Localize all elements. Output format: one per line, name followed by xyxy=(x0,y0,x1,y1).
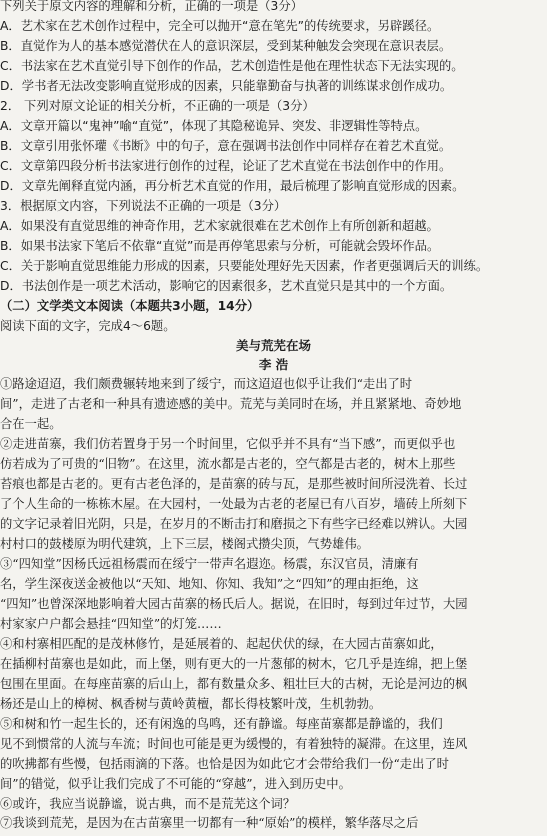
q1-option-d: D．学书者无法改变影响直觉形成的因素，只能靠勤奋与执著的训练谋求创作成功。 xyxy=(0,79,453,93)
q2-option-b: B．文章引用张怀瓘《书断》中的句子，意在强调书法创作中同样存在着艺术直觉。 xyxy=(0,139,452,153)
section-heading: （二）文学类文本阅读（本题共3小题，14分） xyxy=(0,299,260,313)
article-line: 间”的错觉，似乎让我们完成了不可能的“穿越”，进入到历史中。 xyxy=(0,777,351,791)
article-author: 李 浩 xyxy=(258,357,289,372)
q1-option-c: C．书法家在艺术直觉引导下创作的作品，艺术创造性是他在理性状态下无法实现的。 xyxy=(0,59,464,73)
article-line: 名，学生深夜送金被他以“天知、地知、你知、我知”之“四知”的理由拒绝，这 xyxy=(0,577,419,591)
article-title: 美与荒芜在场 xyxy=(235,338,311,353)
article-line: ⑤和树和竹一起生长的，还有闲逸的鸟鸣，还有静谧。每座苗寨都是静谧的，我们 xyxy=(0,717,443,731)
article-line: ④和村寨相匹配的是茂林修竹，是延展着的、起起伏伏的绿，在大园古苗寨如此， xyxy=(0,637,443,651)
q1-stem: 下列关于原文内容的理解和分析，正确的一项是（3分） xyxy=(0,0,303,13)
article-line: ⑦我谈到荒芜，是因为在古苗寨里一切都有一种“原始”的模样，繁华落尽之后 xyxy=(0,816,419,830)
article-line: ③“四知堂”因杨氏远祖杨震而在绥宁一带声名遐迩。杨震，东汉官员，清廉有 xyxy=(0,557,419,571)
q3-option-b: B．如果书法家下笔后不依靠“直觉”而是再停笔思索与分析，可能就会毁坏作品。 xyxy=(0,239,440,253)
article-line: 村家家户户都会悬挂“四知堂”的灯笼…… xyxy=(0,617,222,631)
article-line: 杨还是山上的樟树、枫香树与黄岭黄檀，都长得枝繁叶茂，生机勃勃。 xyxy=(0,697,382,711)
article-line: 村村口的鼓楼原为明代建筑，上下三层，楼阁式攒尖顶，气势雄伟。 xyxy=(0,537,369,551)
article-line: 了个人生命的一栋栋木屋。在大园村，一处最为古老的老屋已有八百岁，墙砖上所刻下 xyxy=(0,497,468,511)
q2-stem: 2． 下列对原文论证的相关分析，不正确的一项是（3分） xyxy=(0,99,315,113)
article-line: 苔痕也都是古老的。更有古老色泽的，是苗寨的砖与瓦，是那些被时间所浸洗着、长过 xyxy=(0,477,468,491)
article-line: 仿若成为了可贵的“旧物”。在这里，流水都是古老的，空气都是古老的，树木上那些 xyxy=(0,457,456,471)
q1-option-b: B．直觉作为人的基本感觉潜伏在人的意识深层，受到某种触发会突现在意识表层。 xyxy=(0,39,452,53)
q3-option-c: C．关于影响直觉思维能力形成的因素，只要能处理好先天因素，作者更强调后天的训练。 xyxy=(0,259,489,273)
article-line: 包围在里面。在每座苗寨的后山上，都有数量众多、粗壮巨大的古树，无论是河边的枫 xyxy=(0,677,468,691)
q3-option-a: A．如果没有直觉思维的神奇作用，艺术家就很难在艺术创作上有所创新和超越。 xyxy=(0,219,439,233)
article-line: 间”，走进了古老和一种具有遗迹感的美中。荒芜与美同时在场，并且紧紧地、奇妙地 xyxy=(0,397,462,411)
article-line: ⑥或许，我应当说静谧，说古典，而不是荒芜这个词？ xyxy=(0,797,296,811)
q3-option-d: D．书法创作是一项艺术活动，影响它的因素很多，艺术直觉只是其中的一个方面。 xyxy=(0,279,453,293)
article-line: 在插柳村苗寨也是如此，而上堡，则有更大的一片葱郁的树木，它几乎是连绵，把上堡 xyxy=(0,657,468,671)
article-line: “四知”也曾深深地影响着大园古苗寨的杨氏后人。据说，在旧时，每到过年过节，大园 xyxy=(0,597,468,611)
article-line: 的吹拂都有些慢，包括雨滴的下落。也恰是因为如此它才会带给我们一份“走出了时 xyxy=(0,757,449,771)
article-line: ①路途迢迢，我们颇费辗转地来到了绥宁，而这迢迢也似乎让我们“走出了时 xyxy=(0,377,413,391)
article-line: ②走进苗寨，我们仿若置身于另一个时间里，它似乎并不具有“当下感”，而更似乎也 xyxy=(0,437,456,451)
article-line: 的文字记录着旧光阴，只是，在岁月的不断击打和磨损之下有些字已经难以辨认。大园 xyxy=(0,517,468,531)
q3-stem: 3．根据原文内容，下列说法不正确的一项是（3分） xyxy=(0,199,287,213)
section-instruction: 阅读下面的文字，完成4～6题。 xyxy=(0,319,176,333)
article-line: 合在一起。 xyxy=(0,417,62,431)
q2-option-c: C．文章第四段分析书法家进行创作的过程，论证了艺术直觉在书法创作中的作用。 xyxy=(0,159,452,173)
article-line: 见不到惯常的人流与车流；时间也可能是更为缓慢的，有着独特的凝滞。在这里，连风 xyxy=(0,737,468,751)
q2-option-d: D．文章先阐释直觉内涵，再分析艺术直觉的作用，最后梳理了影响直觉形成的因素。 xyxy=(0,179,465,193)
q2-option-a: A．文章开篇以“鬼神”喻“直觉”，体现了其隐秘诡异、突发、非逻辑性等特点。 xyxy=(0,119,428,133)
q1-option-a: A．艺术家在艺术创作过程中，完全可以抛开“意在笔先”的传统要求，另辟蹊径。 xyxy=(0,19,440,33)
